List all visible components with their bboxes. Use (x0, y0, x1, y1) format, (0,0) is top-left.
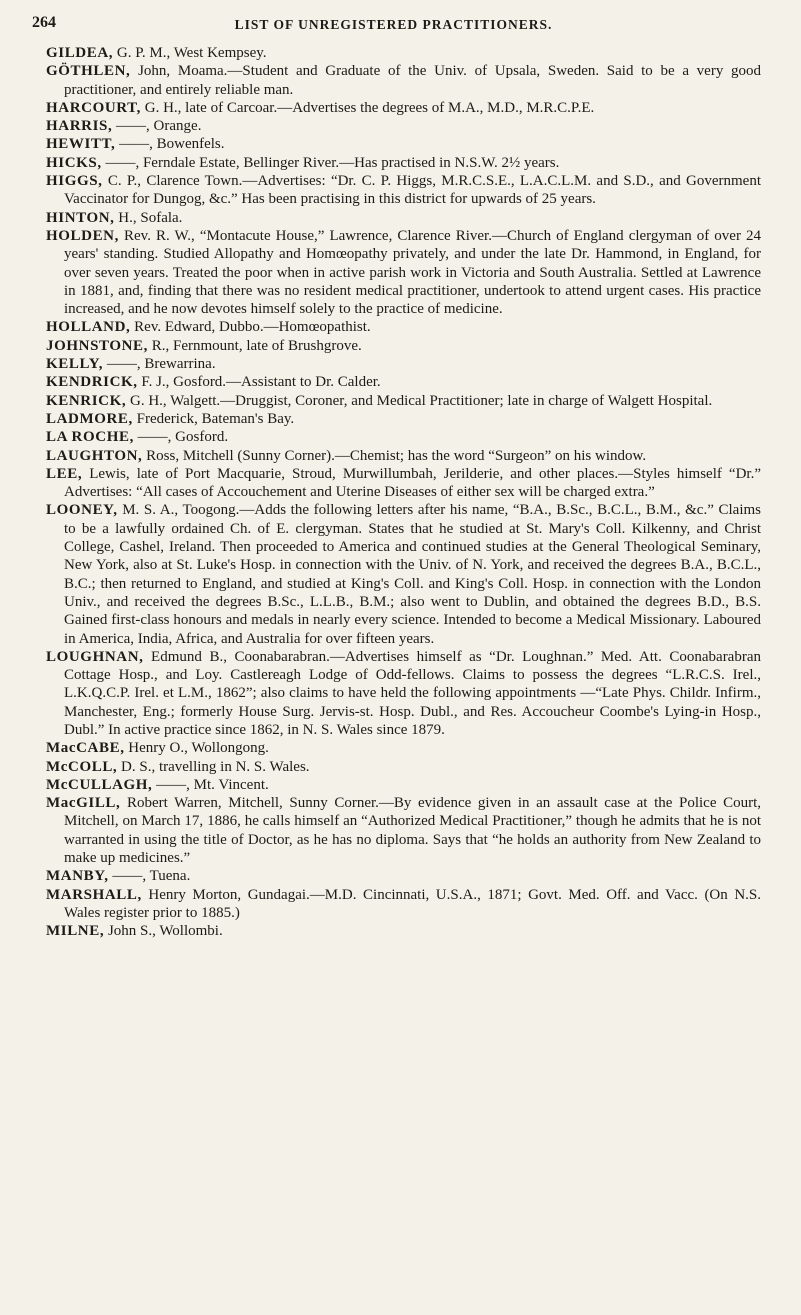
page-header (32, 14, 755, 44)
list-item (46, 172, 761, 209)
list-item (46, 758, 761, 776)
list-item (46, 501, 761, 647)
practitioner-name: GÖTHLEN, (46, 63, 131, 80)
practitioner-details: ——, Ferndale Estate, Bellinger River.—Has practised in N.S.W. 2½ years. (101, 154, 560, 171)
practitioner-name: MILNE, (46, 923, 105, 940)
list-item (46, 135, 761, 153)
list-item (46, 99, 761, 117)
practitioner-details: Rev. Edward, Dubbo.—Homœopathist. (130, 319, 371, 336)
practitioner-details: G. H., late of Carcoar.—Advertises the degrees of M.A., M.D., M.R.C.P.E. (141, 99, 595, 116)
practitioner-name: MARSHALL, (46, 886, 142, 903)
practitioner-name: KELLY, (46, 356, 104, 373)
practitioner-name: HEWITT, (46, 136, 116, 153)
practitioner-details: John, Moama.—Student and Graduate of the Univ. of Upsala, Sweden. Said to be a very good practitioner, and entirely reliable man. (64, 63, 761, 98)
practitioner-name: GILDEA, (46, 45, 114, 61)
practitioner-name: LAUGHTON, (46, 447, 143, 464)
practitioner-name: MANBY, (46, 868, 109, 885)
practitioner-details: ——, Orange. (112, 118, 202, 135)
list-item (46, 337, 761, 355)
practitioner-details: G. H., Walgett.—Druggist, Coroner, and Medical Practitioner; late in charge of Walgett Hospital. (126, 392, 713, 409)
practitioner-details: John S., Wollombi. (104, 923, 223, 940)
list-item (46, 355, 761, 373)
practitioner-name: LOONEY, (46, 502, 118, 519)
practitioner-name: McCOLL, (46, 758, 118, 775)
practitioner-name: HOLLAND, (46, 319, 131, 336)
practitioner-details: Rev. R. W., “Montacute House,” Lawrence, Clarence River.—Church of England clergyman of over 24 years' standing. Studied Allopathy and Homœopathy privately, and under the late Dr. Hammond, in England, for over seven years. Treated the poor when in active parish work in Victoria and South Australia. Settled at Lawrence in 1881, and, finding that there was no resident medical practitioner, undertook to attend urgent cases. His practice increased, and he now devotes himself solely to the practice of medicine. (64, 227, 761, 318)
practitioner-name: KENRICK, (46, 392, 127, 409)
list-item (46, 867, 761, 885)
practitioner-name: HIGGS, (46, 173, 103, 190)
list-item (46, 44, 761, 62)
list-item (46, 373, 761, 391)
list-item (46, 465, 761, 502)
practitioner-details: ——, Brewarrina. (103, 356, 216, 373)
practitioner-name: LADMORE, (46, 410, 133, 427)
practitioner-details: M. S. A., Toogong.—Adds the following letters after his name, “B.A., B.Sc., B.C.L., B.M., &c.” Claims to be a lawfully ordained Ch. of E. clergyman. States that he studied at St. Mary's Coll. Kilkenny, and Christ College, Cashel, Ireland. Then proceeded to America and continued studies at the General Theological Seminary, New York, also at St. Luke's Hosp. in connection with the Univ. of N. York, and received the degrees B.A., B.C.L., B.C.; then returned to England, and studied at King's Coll. and King's Coll. Hosp. in connection with the London Univ., and received the degrees B.Sc., L.L.B., B.M.; also went to Dublin, and obtained the degrees B.D., B.S. Gained first-class honours and medals in nearly every science. Intended to become a Medical Missionary. Laboured in America, India, Africa, and Australia for over fifteen years. (64, 502, 761, 647)
practitioner-details: ——, Mt. Vincent. (152, 776, 269, 793)
list-item (46, 886, 761, 923)
list-item (46, 776, 761, 794)
practitioner-name: HOLDEN, (46, 227, 119, 244)
page-number: 264 (32, 14, 56, 31)
practitioner-details: H., Sofala. (114, 209, 183, 226)
practitioner-details: Henry Morton, Gundagai.—M.D. Cincinnati, U.S.A., 1871; Govt. Med. Off. and Vacc. (On N.S. Wales register prior to 1885.) (64, 886, 761, 921)
practitioner-details: C. P., Clarence Town.—Advertises: “Dr. C. P. Higgs, M.R.C.S.E., L.A.C.L.M. and S.D., and Government Vaccinator for Dungog, &c.” Has been practising in this district for upwards of 25 years. (64, 173, 761, 208)
list-item (46, 794, 761, 867)
practitioner-name: MacCABE, (46, 740, 125, 757)
practitioner-name: MacGILL, (46, 795, 121, 812)
practitioner-details: R., Fernmount, late of Brushgrove. (148, 337, 362, 354)
practitioner-name: McCULLAGH, (46, 776, 153, 793)
practitioner-name: LA ROCHE, (46, 429, 134, 446)
list-item (46, 922, 761, 940)
list-item (46, 447, 761, 465)
list-item (46, 428, 761, 446)
practitioner-details: G. P. M., West Kempsey. (113, 45, 267, 61)
practitioner-name: HINTON, (46, 209, 115, 226)
list-item (46, 117, 761, 135)
practitioner-details: ——, Tuena. (108, 868, 191, 885)
list-item (46, 392, 761, 410)
list-item (46, 62, 761, 99)
list-item (46, 739, 761, 757)
practitioner-name: JOHNSTONE, (46, 337, 148, 354)
practitioner-details: Henry O., Wollongong. (124, 740, 269, 757)
list-item (46, 318, 761, 336)
practitioner-details: F. J., Gosford.—Assistant to Dr. Calder. (137, 374, 381, 391)
practitioner-name: HICKS, (46, 154, 102, 171)
list-item (46, 209, 761, 227)
practitioner-details: Frederick, Bateman's Bay. (132, 410, 295, 427)
practitioner-name: LEE, (46, 465, 83, 482)
list-item (46, 648, 761, 739)
practitioner-name: HARRIS, (46, 118, 113, 135)
practitioner-details: Edmund B., Coonabarabran.—Advertises himself as “Dr. Loughnan.” Med. Att. Coonabarabran Cottage Hosp., and Loy. Castlereagh Lodge of Odd-fellows. Claims to possess the degrees “L.R.C.S. Irel., L.K.Q.C.P. Irel. et L.M., 1862”; also claims to have held the following appointments —“Late Phys. Childr. Infirm., Manchester, Eng.; formerly House Surg. Jervis-st. Hosp. Dubl., and Res. Accoucheur Coombe's Lying-in Hosp., Dubl.” In active practice since 1862, in N. S. Wales since 1879. (64, 648, 761, 738)
practitioner-details: D. S., travelling in N. S. Wales. (117, 758, 310, 775)
practitioner-name: HARCOURT, (46, 99, 142, 116)
list-item (46, 410, 761, 428)
list-item (46, 154, 761, 172)
practitioner-list (46, 44, 761, 941)
practitioner-details: ——, Bowenfels. (115, 136, 225, 153)
list-item (46, 227, 761, 318)
running-head: LIST OF UNREGISTERED PRACTITIONERS. (234, 17, 553, 32)
practitioner-details: Robert Warren, Mitchell, Sunny Corner.—By evidence given in an assault case at the Police Court, Mitchell, on March 17, 1886, he calls himself an “Authorized Medical Practitioner,” though he admits that he is not warranted in using the title of Doctor, as he has no diploma. Says that “he holds an authority from New Zealand to make up medicines.” (64, 795, 761, 867)
practitioner-name: LOUGHNAN, (46, 648, 144, 665)
practitioner-details: Ross, Mitchell (Sunny Corner).—Chemist; has the word “Surgeon” on his window. (142, 447, 647, 464)
practitioner-details: Lewis, late of Port Macquarie, Stroud, Murwillumbah, Jerilderie, and other places.—Styles himself “Dr.” Advertises: “All cases of Accouchement and Uterine Diseases of either sex will be charged extra.” (64, 465, 761, 501)
practitioner-name: KENDRICK, (46, 374, 138, 391)
practitioner-details: ——, Gosford. (133, 429, 229, 446)
